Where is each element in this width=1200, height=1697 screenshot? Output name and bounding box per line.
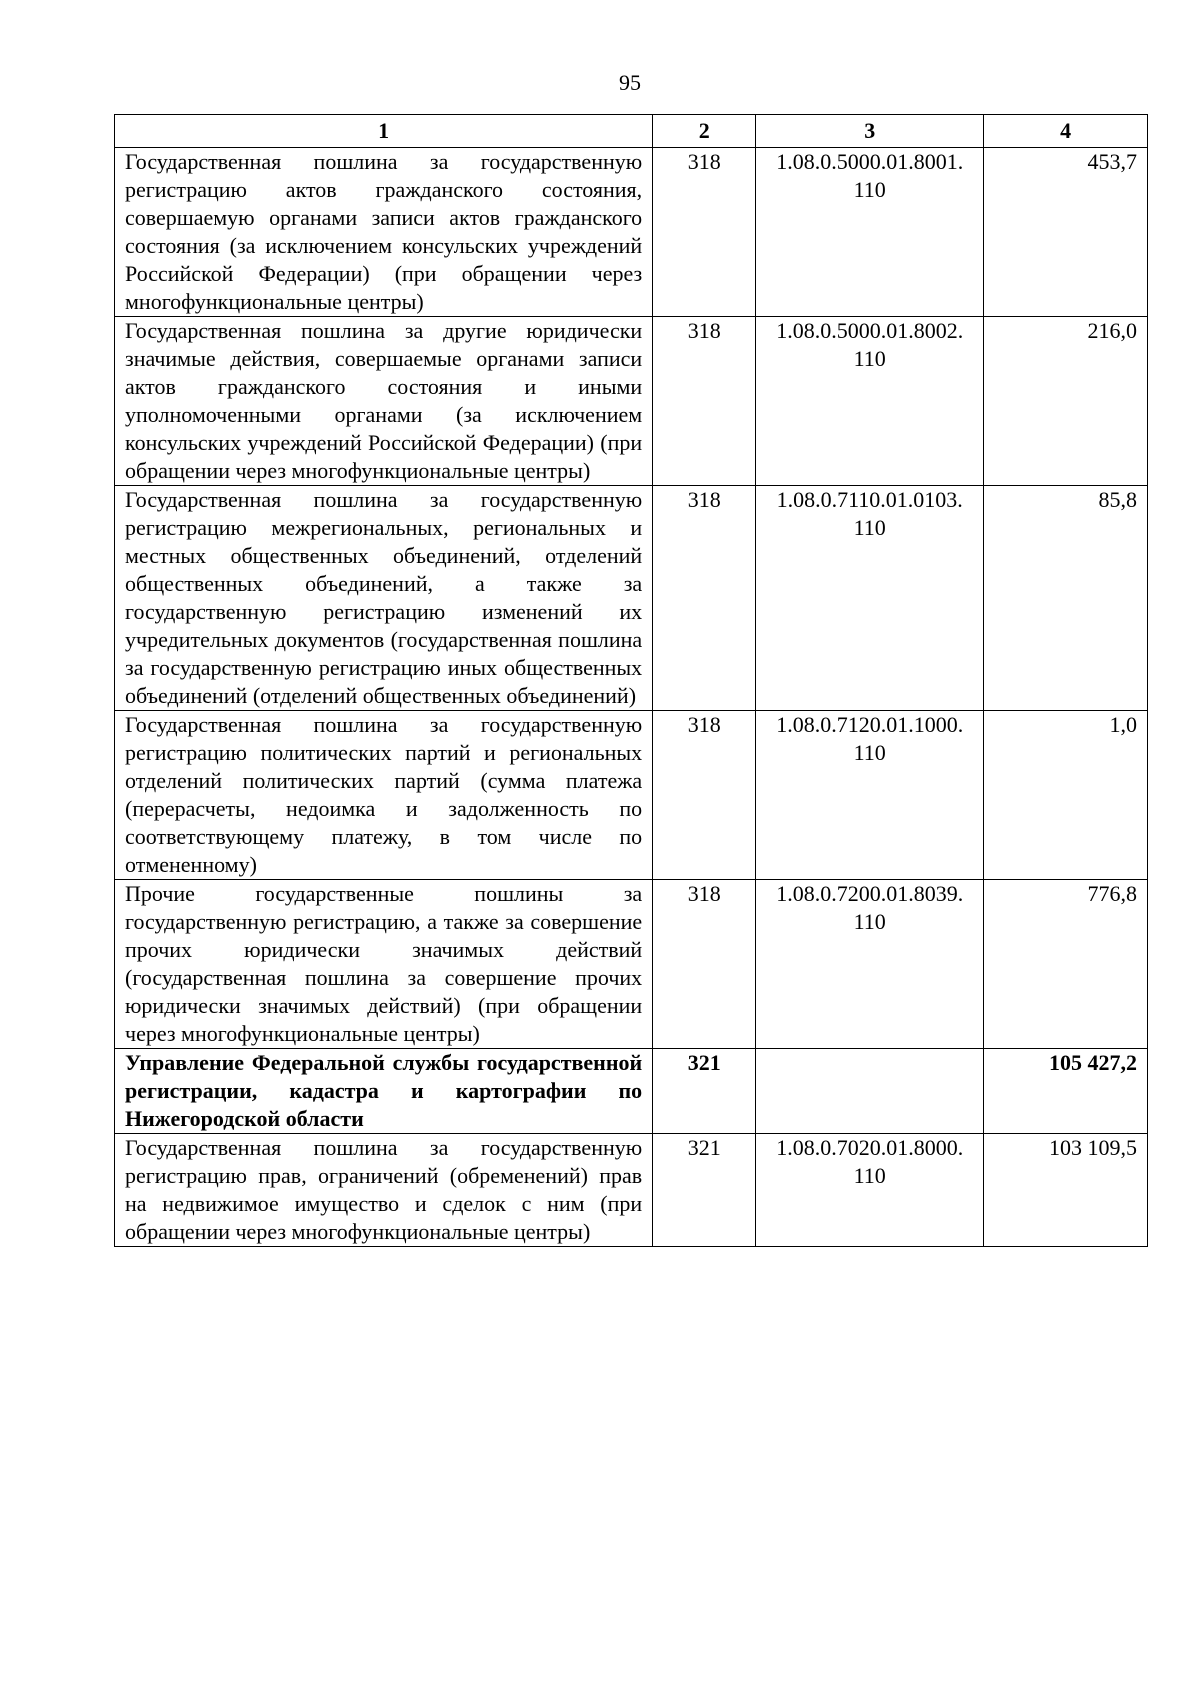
row-sum-cell: 1,0: [984, 711, 1148, 880]
column-header-2: 2: [653, 115, 756, 148]
row-admin-code-cell: 318: [653, 148, 756, 317]
row-classification-code-cell: [756, 1049, 984, 1134]
row-classification-code-cell: [756, 880, 984, 1049]
row-name-cell: Управление Федеральной службы государственной регистрации, кадастра и картографии по Нижегородской области: [115, 1049, 653, 1134]
code-line-2: 110: [853, 1163, 886, 1188]
row-classification-code-cell: [756, 1134, 984, 1247]
code-line-1: 1.08.0.7110.01.0103.: [776, 487, 963, 512]
row-name-cell: Государственная пошлина за государственную регистрацию межрегиональных, региональных и местных общественных объединений, отделений общественных объединений, а также за государственную регистрацию изменений их учредительных документов (государственная пошлина за государственную регистрацию иных общественных объединений (отделений общественных объединений): [115, 486, 653, 711]
row-name-cell: Прочие государственные пошлины за государственную регистрацию, а также за совершение прочих юридически значимых действий (государственная пошлина за совершение прочих юридически значимых действий) (при обращении через многофункциональные центры): [115, 880, 653, 1049]
table-row: [115, 1049, 1148, 1134]
row-classification-code-cell: [756, 711, 984, 880]
table-row: [115, 1134, 1148, 1247]
row-sum-cell: 103 109,5: [984, 1134, 1148, 1247]
row-sum-cell: 453,7: [984, 148, 1148, 317]
code-line-2: 110: [853, 740, 886, 765]
row-admin-code-cell: 321: [653, 1134, 756, 1247]
code-line-2: 110: [853, 909, 886, 934]
column-header-4: 4: [984, 115, 1148, 148]
column-header-1: 1: [115, 115, 653, 148]
row-classification-code-cell: [756, 486, 984, 711]
table-row: [115, 711, 1148, 880]
revenue-table: [114, 114, 1148, 1247]
page-number: 95: [619, 70, 641, 95]
column-header-3: 3: [756, 115, 984, 148]
code-line-1: 1.08.0.7120.01.1000.: [776, 712, 964, 737]
code-line-2: 110: [853, 515, 886, 540]
row-admin-code-cell: 318: [653, 317, 756, 486]
row-name-cell: Государственная пошлина за государственную регистрацию прав, ограничений (обременений) прав на недвижимое имущество и сделок с ним (при обращении через многофункциональные центры): [115, 1134, 653, 1247]
row-admin-code-cell: 318: [653, 711, 756, 880]
row-sum-cell: 776,8: [984, 880, 1148, 1049]
table-row: [115, 148, 1148, 317]
table-row: [115, 486, 1148, 711]
table-header-row: [115, 115, 1148, 148]
row-admin-code-cell: 318: [653, 880, 756, 1049]
code-line-2: 110: [853, 177, 886, 202]
row-classification-code-cell: [756, 148, 984, 317]
code-line-1: 1.08.0.5000.01.8001.: [776, 149, 964, 174]
row-name-cell: Государственная пошлина за государственную регистрацию актов гражданского состояния, совершаемую органами записи актов гражданского состояния (за исключением консульских учреждений Российской Федерации) (при обращении через многофункциональные центры): [115, 148, 653, 317]
row-sum-cell: 105 427,2: [984, 1049, 1148, 1134]
code-line-1: 1.08.0.7200.01.8039.: [776, 881, 964, 906]
row-name-cell: Государственная пошлина за государственную регистрацию политических партий и региональных отделений политических партий (сумма платежа (перерасчеты, недоимка и задолженность по соответствующему платежу, в том числе по отмененному): [115, 711, 653, 880]
row-sum-cell: 216,0: [984, 317, 1148, 486]
table-row: [115, 317, 1148, 486]
row-sum-cell: 85,8: [984, 486, 1148, 711]
table-body: [115, 148, 1148, 1247]
row-name-cell: Государственная пошлина за другие юридически значимые действия, совершаемые органами записи актов гражданского состояния и иными уполномоченными органами (за исключением консульских учреждений Российской Федерации) (при обращении через многофункциональные центры): [115, 317, 653, 486]
row-admin-code-cell: 321: [653, 1049, 756, 1134]
code-line-1: 1.08.0.7020.01.8000.: [776, 1135, 964, 1160]
row-classification-code-cell: [756, 317, 984, 486]
table-row: [115, 880, 1148, 1049]
code-line-1: 1.08.0.5000.01.8002.: [776, 318, 964, 343]
row-admin-code-cell: 318: [653, 486, 756, 711]
code-line-2: 110: [853, 346, 886, 371]
